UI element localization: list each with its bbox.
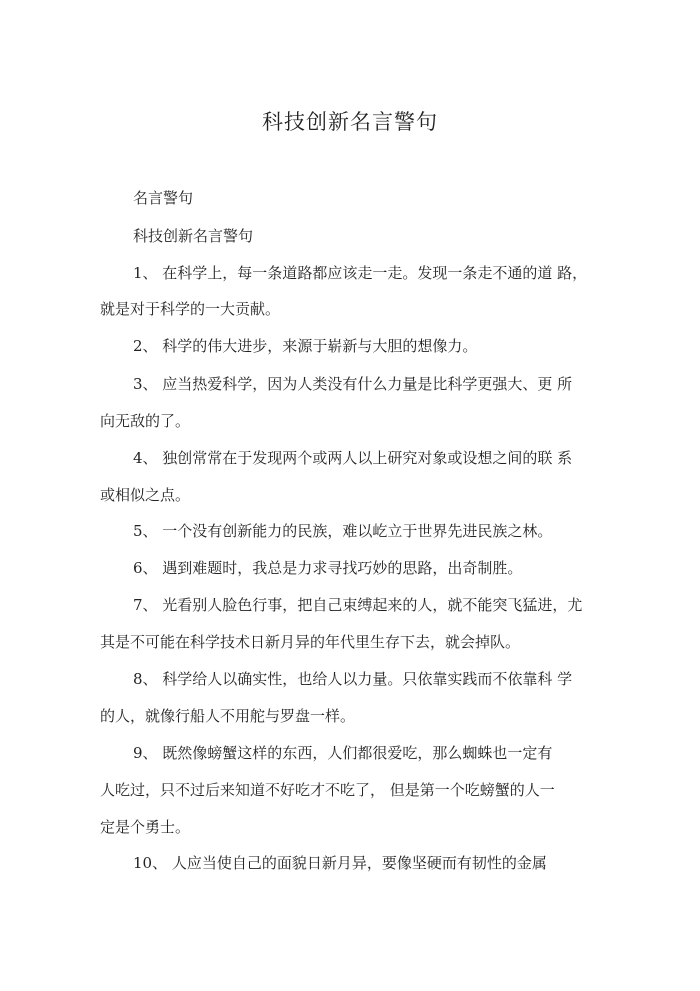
heading-tech-quotes: 科技创新名言警句 xyxy=(133,227,254,245)
quote-8-line-2: 的人，就像行船人不用舵与罗盘一样。 xyxy=(100,707,356,725)
quote-9-line-2: 人吃过，只不过后来知道不好吃才不吃了， 但是第一个吃螃蟹的人一 xyxy=(100,781,555,799)
quote-6-line-1: 6、 遇到难题时，我总是力求寻找巧妙的思路，出奇制胜。 xyxy=(133,559,523,577)
quote-9-line-1: 9、 既然像螃蟹这样的东西，人们都很爱吃，那么蜘蛛也一定有 xyxy=(133,744,553,762)
quote-4-line-1: 4、 独创常常在于发现两个或两人以上研究对象或设想之间的联 系 xyxy=(133,449,573,467)
quote-3-line-1: 3、 应当热爱科学，因为人类没有什么力量是比科学更强大、更 所 xyxy=(133,375,573,393)
quote-1-line-1: 1、 在科学上，每一条道路都应该走一走。发现一条走不通的道 路， xyxy=(133,264,588,282)
quote-5-line-1: 5、 一个没有创新能力的民族，难以屹立于世界先进民族之林。 xyxy=(133,522,553,540)
quote-7-line-1: 7、 光看别人脸色行事，把自己束缚起来的人，就不能突飞猛进，尤 xyxy=(133,596,583,614)
quote-1-line-2: 就是对于科学的一大贡献。 xyxy=(100,300,281,318)
quote-9-line-3: 定是个勇士。 xyxy=(100,818,191,836)
page-title: 科技创新名言警句 xyxy=(262,110,438,134)
quote-2-line-1: 2、 科学的伟大进步，来源于崭新与大胆的想像力。 xyxy=(133,337,478,355)
quote-7-line-2: 其是不可能在科学技术日新月异的年代里生存下去，就会掉队。 xyxy=(100,633,521,651)
quote-8-line-1: 8、 科学给人以确实性，也给人以力量。只依靠实践而不依靠科 学 xyxy=(133,670,573,688)
quote-10-line-1: 10、 人应当使自己的面貌日新月异，要像坚硬而有韧性的金属 xyxy=(133,854,547,872)
quote-4-line-2: 或相似之点。 xyxy=(100,486,191,504)
heading-quotes: 名言警句 xyxy=(133,189,194,207)
quote-3-line-2: 向无敌的了。 xyxy=(100,412,191,430)
